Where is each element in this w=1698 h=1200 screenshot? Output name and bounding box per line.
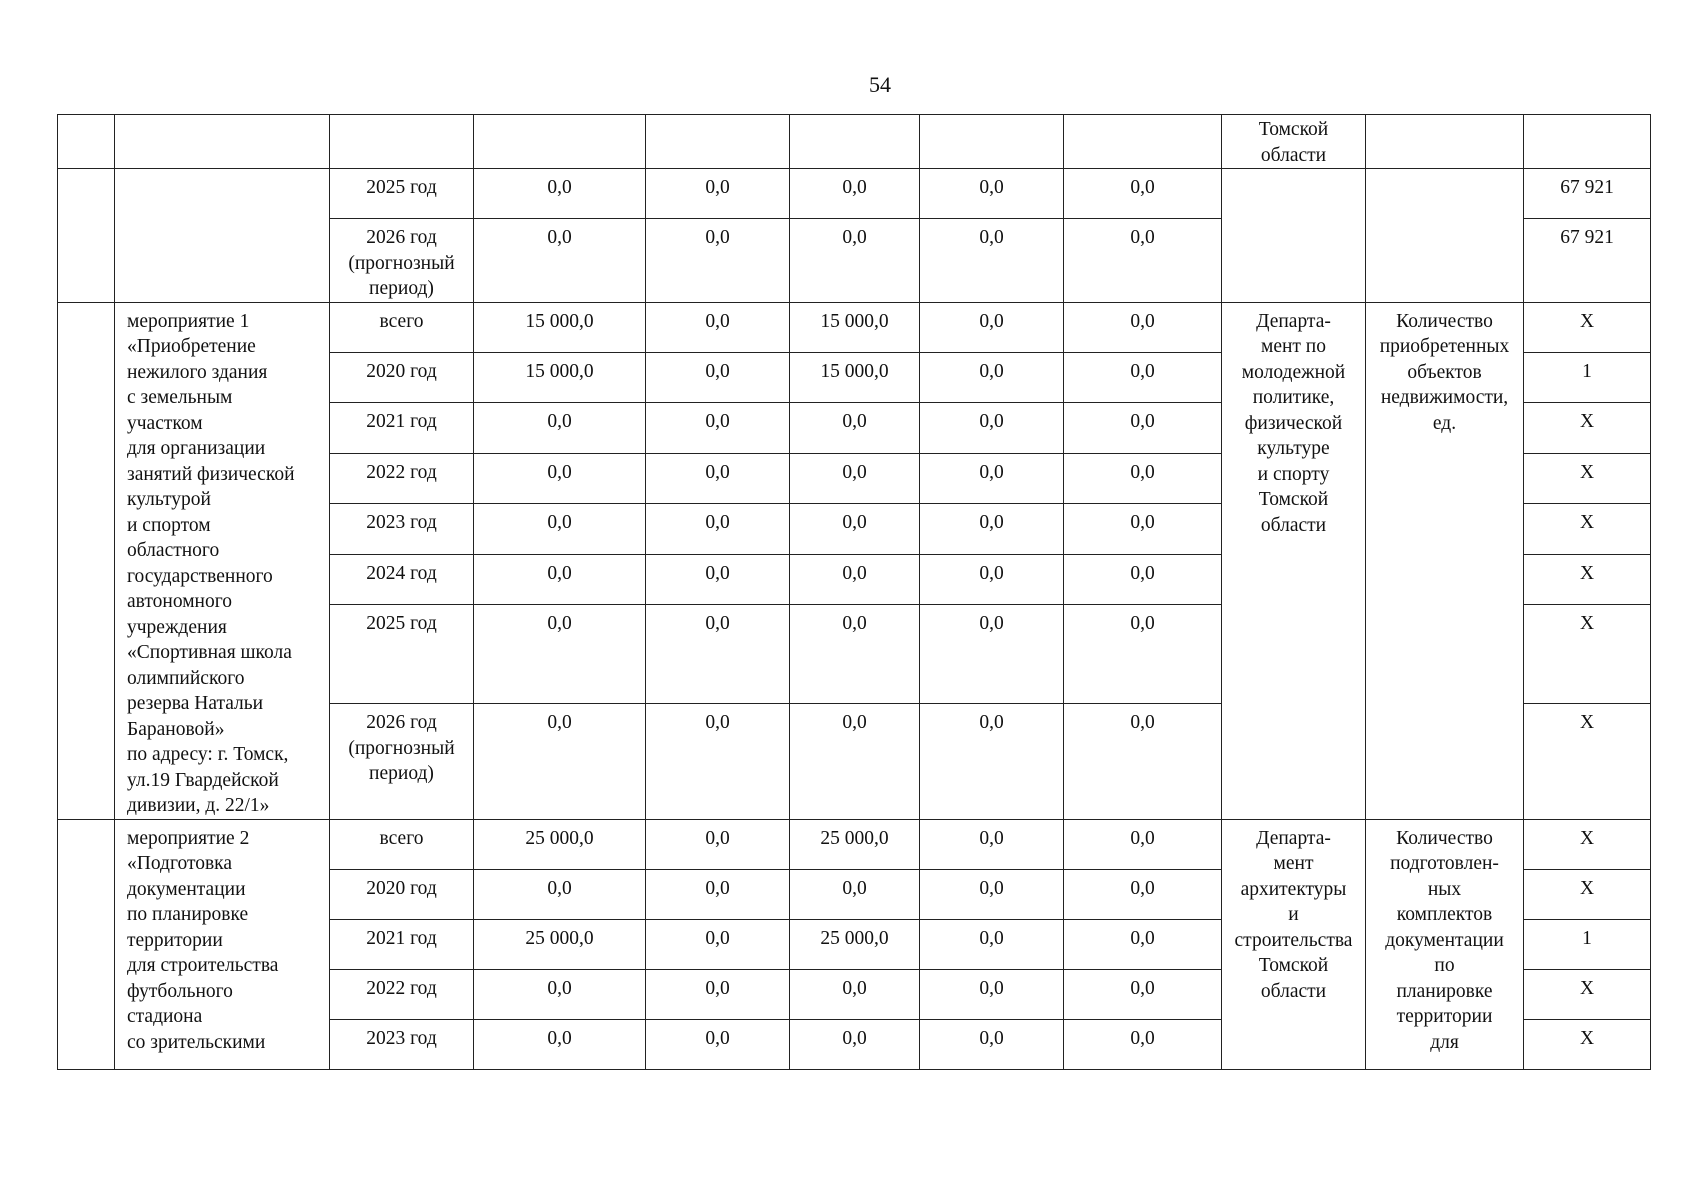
cell-name	[115, 169, 330, 303]
cell-year: всего	[330, 819, 474, 869]
cell-number	[58, 302, 115, 819]
cell-value: 0,0	[790, 453, 920, 503]
cell-number	[58, 115, 115, 169]
cell-value: 0,0	[646, 869, 790, 919]
cell-value: 0,0	[920, 704, 1064, 819]
cell-value: 15 000,0	[474, 302, 646, 352]
cell-value: 0,0	[474, 403, 646, 453]
cell-value: 0,0	[474, 453, 646, 503]
cell-value: 0,0	[1064, 504, 1222, 554]
cell-year: 2026 год (прогнозный период)	[330, 219, 474, 303]
cell-value	[1064, 115, 1222, 169]
cell-value: 0,0	[920, 969, 1064, 1019]
cell-value: 0,0	[920, 453, 1064, 503]
cell-year: 2020 год	[330, 869, 474, 919]
cell-value: 0,0	[646, 453, 790, 503]
cell-year: 2024 год	[330, 554, 474, 604]
cell-value: 0,0	[920, 169, 1064, 219]
cell-indicator-value: 1	[1524, 352, 1651, 402]
cell-value: 0,0	[920, 819, 1064, 869]
cell-year: 2026 год (прогнозный период)	[330, 704, 474, 819]
cell-indicator	[1366, 115, 1524, 169]
cell-value: 0,0	[920, 403, 1064, 453]
cell-indicator-value: Х	[1524, 969, 1651, 1019]
carryover-row	[58, 115, 1651, 169]
cell-value: 0,0	[790, 403, 920, 453]
cell-value: 0,0	[920, 1019, 1064, 1069]
page-number: 54	[869, 72, 891, 97]
cell-value: 25 000,0	[474, 919, 646, 969]
cell-indicator-value: Х	[1524, 605, 1651, 704]
cell-value: 0,0	[920, 504, 1064, 554]
cell-value: 0,0	[474, 504, 646, 554]
cell-value: 0,0	[646, 302, 790, 352]
cell-value: 0,0	[474, 169, 646, 219]
cell-value: 0,0	[474, 219, 646, 303]
cell-indicator-value: Х	[1524, 819, 1651, 869]
cell-indicator-value: 67 921	[1524, 219, 1651, 303]
cell-value: 0,0	[920, 219, 1064, 303]
cell-value: 0,0	[646, 219, 790, 303]
cell-value: 0,0	[474, 554, 646, 604]
cell-value: 0,0	[1064, 819, 1222, 869]
cell-value: 0,0	[920, 352, 1064, 402]
cell-indicator-value: Х	[1524, 453, 1651, 503]
cell-indicator-value: Х	[1524, 704, 1651, 819]
cell-year: 2021 год	[330, 403, 474, 453]
cell-value: 0,0	[1064, 605, 1222, 704]
event1-executor: Департа- мент по молодежной политике, физической культуре и спорту Томской области	[1222, 302, 1366, 819]
cell-value: 0,0	[790, 969, 920, 1019]
table-row	[58, 302, 1651, 352]
table-row	[58, 819, 1651, 869]
cell-value: 0,0	[1064, 453, 1222, 503]
cell-year	[330, 115, 474, 169]
cell-year: 2021 год	[330, 919, 474, 969]
cell-value	[646, 115, 790, 169]
cell-value: 0,0	[646, 919, 790, 969]
cell-year: 2023 год	[330, 1019, 474, 1069]
cell-value: 25 000,0	[790, 819, 920, 869]
event2-name: мероприятие 2 «Подготовка документации по планировке территории для строительства футбольного стадиона со зрительскими	[115, 819, 330, 1069]
cell-value: 0,0	[920, 919, 1064, 969]
cell-value: 0,0	[790, 605, 920, 704]
cell-value: 0,0	[1064, 169, 1222, 219]
cell-name	[115, 115, 330, 169]
cell-value: 0,0	[474, 869, 646, 919]
cell-value: 0,0	[790, 219, 920, 303]
cell-value: 15 000,0	[474, 352, 646, 402]
cell-value: 0,0	[646, 819, 790, 869]
cell-value: 25 000,0	[790, 919, 920, 969]
cell-value: 0,0	[1064, 554, 1222, 604]
cell-value: 0,0	[1064, 1019, 1222, 1069]
cell-value: 0,0	[920, 554, 1064, 604]
cell-value: 0,0	[646, 704, 790, 819]
cell-indicator-value: Х	[1524, 554, 1651, 604]
cell-value: 15 000,0	[790, 352, 920, 402]
cell-value: 0,0	[646, 352, 790, 402]
cell-value: 25 000,0	[474, 819, 646, 869]
cell-indicator	[1366, 169, 1524, 303]
cell-value: 0,0	[790, 704, 920, 819]
cell-indicator-value: Х	[1524, 869, 1651, 919]
cell-year: 2020 год	[330, 352, 474, 402]
event1-indicator: Количество приобретенных объектов недвижимости, ед.	[1366, 302, 1524, 819]
cell-indicator-value: 67 921	[1524, 169, 1651, 219]
cell-value	[920, 115, 1064, 169]
cell-indicator-value: Х	[1524, 504, 1651, 554]
cell-year: всего	[330, 302, 474, 352]
cell-value: 0,0	[646, 554, 790, 604]
cell-year: 2025 год	[330, 169, 474, 219]
cell-value: 0,0	[646, 169, 790, 219]
event2-indicator: Количество подготовлен- ных комплектов документации по планировке территории для	[1366, 819, 1524, 1069]
cell-year: 2025 год	[330, 605, 474, 704]
cell-value: 0,0	[1064, 869, 1222, 919]
event1-name: мероприятие 1 «Приобретение нежилого здания с земельным участком для организации занятий физической культурой и спортом областного государственного автономного учреждения «Спортивная школа олимпийского резерва Натальи Барановой» по адресу: г. Томск, ул.19 Гвардейской дивизии, д. 22/1»	[115, 302, 330, 819]
table-row	[58, 169, 1651, 219]
cell-indicator-value	[1524, 115, 1651, 169]
cell-value: 0,0	[474, 969, 646, 1019]
cell-indicator-value: 1	[1524, 919, 1651, 969]
cell-value: 0,0	[790, 554, 920, 604]
cell-value: 0,0	[474, 605, 646, 704]
cell-value: 0,0	[1064, 352, 1222, 402]
cell-value: 0,0	[790, 1019, 920, 1069]
cell-executor	[1222, 169, 1366, 303]
cell-value: 0,0	[1064, 969, 1222, 1019]
cell-year: 2022 год	[330, 969, 474, 1019]
cell-value: 0,0	[474, 704, 646, 819]
cell-year: 2022 год	[330, 453, 474, 503]
cell-value: 0,0	[920, 869, 1064, 919]
cell-indicator-value: Х	[1524, 403, 1651, 453]
program-table	[57, 114, 1651, 1070]
cell-value: 0,0	[1064, 403, 1222, 453]
event2-executor: Департа- мент архитектуры и строительства Томской области	[1222, 819, 1366, 1069]
cell-value: 0,0	[1064, 704, 1222, 819]
cell-value: 0,0	[920, 302, 1064, 352]
cell-value: 0,0	[646, 1019, 790, 1069]
cell-value: 0,0	[920, 605, 1064, 704]
cell-number	[58, 169, 115, 303]
cell-year: 2023 год	[330, 504, 474, 554]
cell-value: 0,0	[790, 169, 920, 219]
cell-value: 0,0	[646, 969, 790, 1019]
cell-indicator-value: Х	[1524, 302, 1651, 352]
cell-value: 0,0	[790, 504, 920, 554]
cell-value: 0,0	[474, 1019, 646, 1069]
cell-value	[790, 115, 920, 169]
cell-indicator-value: Х	[1524, 1019, 1651, 1069]
cell-value: 0,0	[646, 403, 790, 453]
cell-value: 0,0	[1064, 919, 1222, 969]
cell-value: 15 000,0	[790, 302, 920, 352]
cell-value: 0,0	[1064, 302, 1222, 352]
cell-value: 0,0	[790, 869, 920, 919]
cell-value: 0,0	[646, 504, 790, 554]
cell-value	[474, 115, 646, 169]
cell-executor: Томской области	[1222, 115, 1366, 169]
cell-value: 0,0	[1064, 219, 1222, 303]
cell-value: 0,0	[646, 605, 790, 704]
cell-number	[58, 819, 115, 1069]
